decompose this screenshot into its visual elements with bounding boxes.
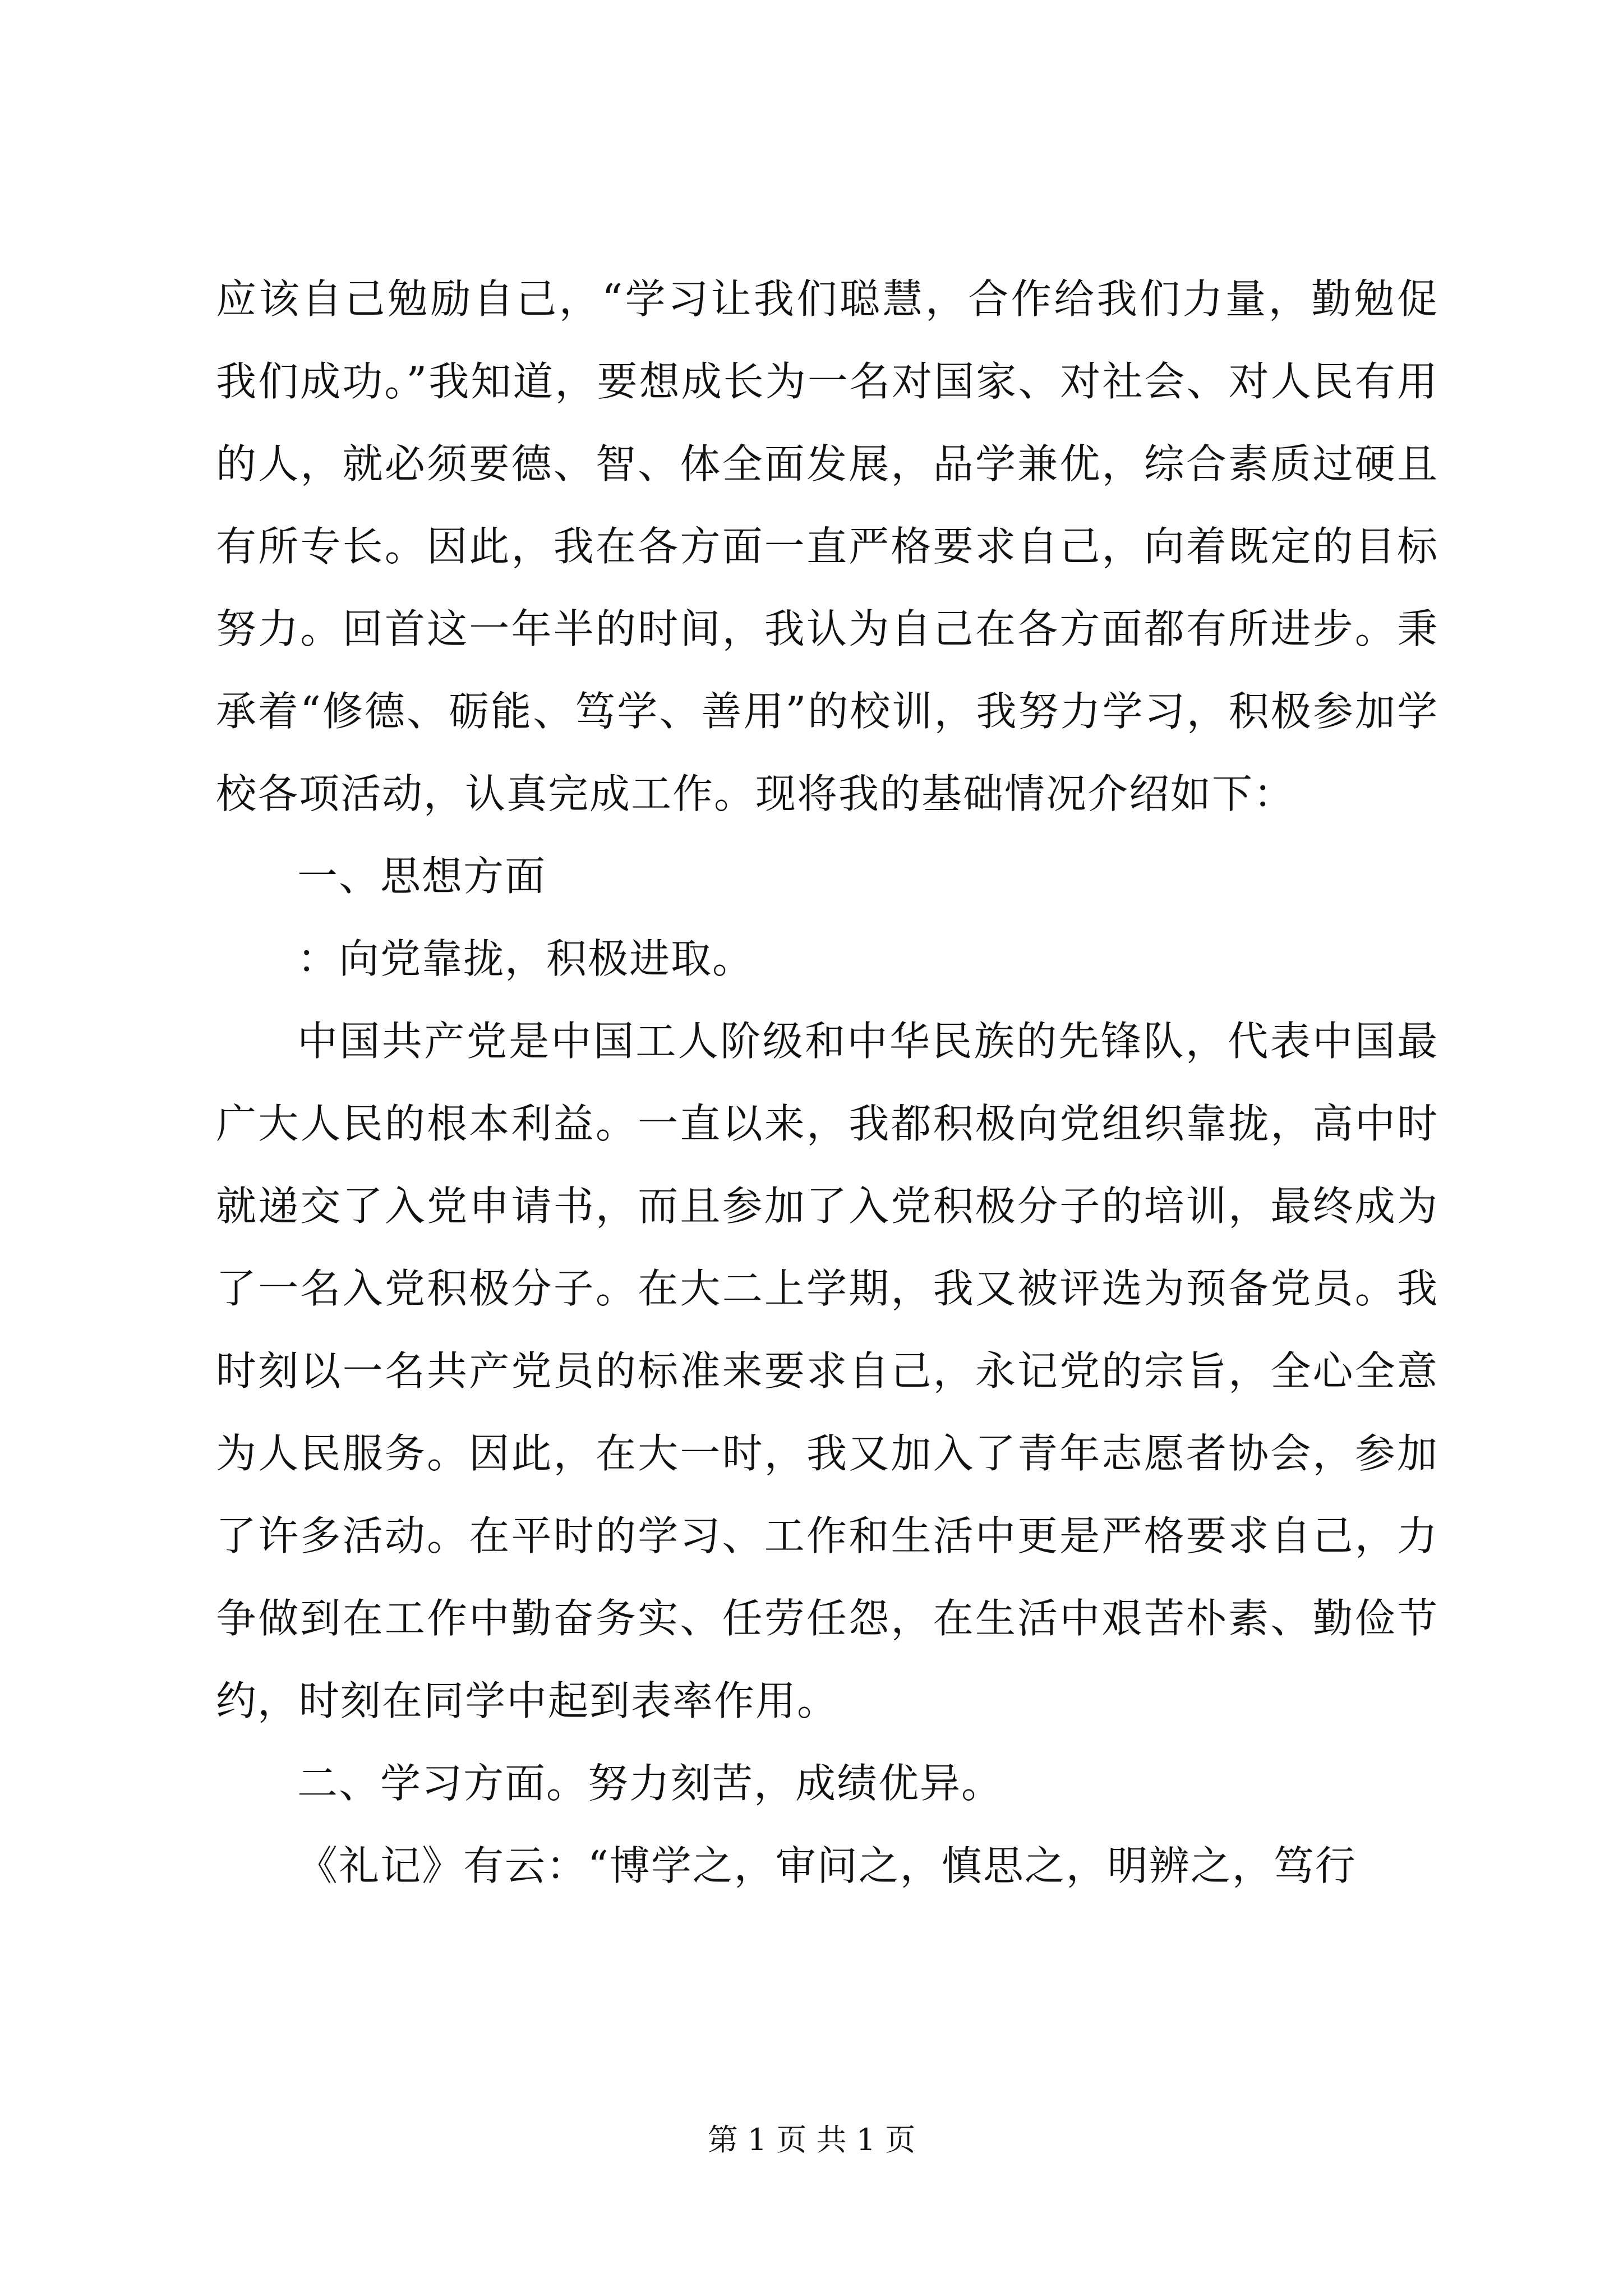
section-heading-study: 二、学习方面。努力刻苦，成绩优异。 xyxy=(297,1760,1003,1807)
section-heading-ideology: 一、思想方面 xyxy=(297,853,547,900)
document-body xyxy=(216,258,1438,1907)
paragraph-study: 《礼记》有云：“博学之，审问之，慎思之，明辨之，笃行 xyxy=(297,1842,1357,1889)
paragraph-ideology: 中国共产党是中国工人阶级和中华民族的先锋队，代表中国最广大人民的根本利益。一直以来，我都积极向党组织靠拢，高中时就递交了入党申请书，而且参加了入党积极分子的培训，最终成为了一名入党积极分子。在大二上学期，我又被评选为预备党员。我时刻以一名共产党员的标准来要求自己，永记党的宗旨，全心全意为人民服务。因此，在大一时，我又加入了青年志愿者协会，参加了许多活动。在平时的学习、工作和生活中更是严格要求自己，力争做到在工作中勤奋务实、任劳任怨，在生活中艰苦朴素、勤俭节约，时刻在同学中起到表率作用。 xyxy=(216,1018,1438,1724)
paragraph-intro: 应该自己勉励自己，“学习让我们聪慧，合作给我们力量，勤勉促我们成功。”我知道，要想成长为一名对国家、对社会、对人民有用的人，就必须要德、智、体全面发展，品学兼优，综合素质过硬且有所专长。因此，我在各方面一直严格要求自己，向着既定的目标努力。回首这一年半的时间，我认为自己在各方面都有所进步。秉承着“修德、砺能、笃学、善用”的校训，我努力学习，积极参加学校各项活动，认真完成工作。现将我的基础情况介绍如下： xyxy=(216,275,1438,817)
section-subheading-ideology: ：向党靠拢，积极进取。 xyxy=(297,935,754,982)
page-footer: 第 1 页 共 1 页 xyxy=(707,2122,916,2157)
